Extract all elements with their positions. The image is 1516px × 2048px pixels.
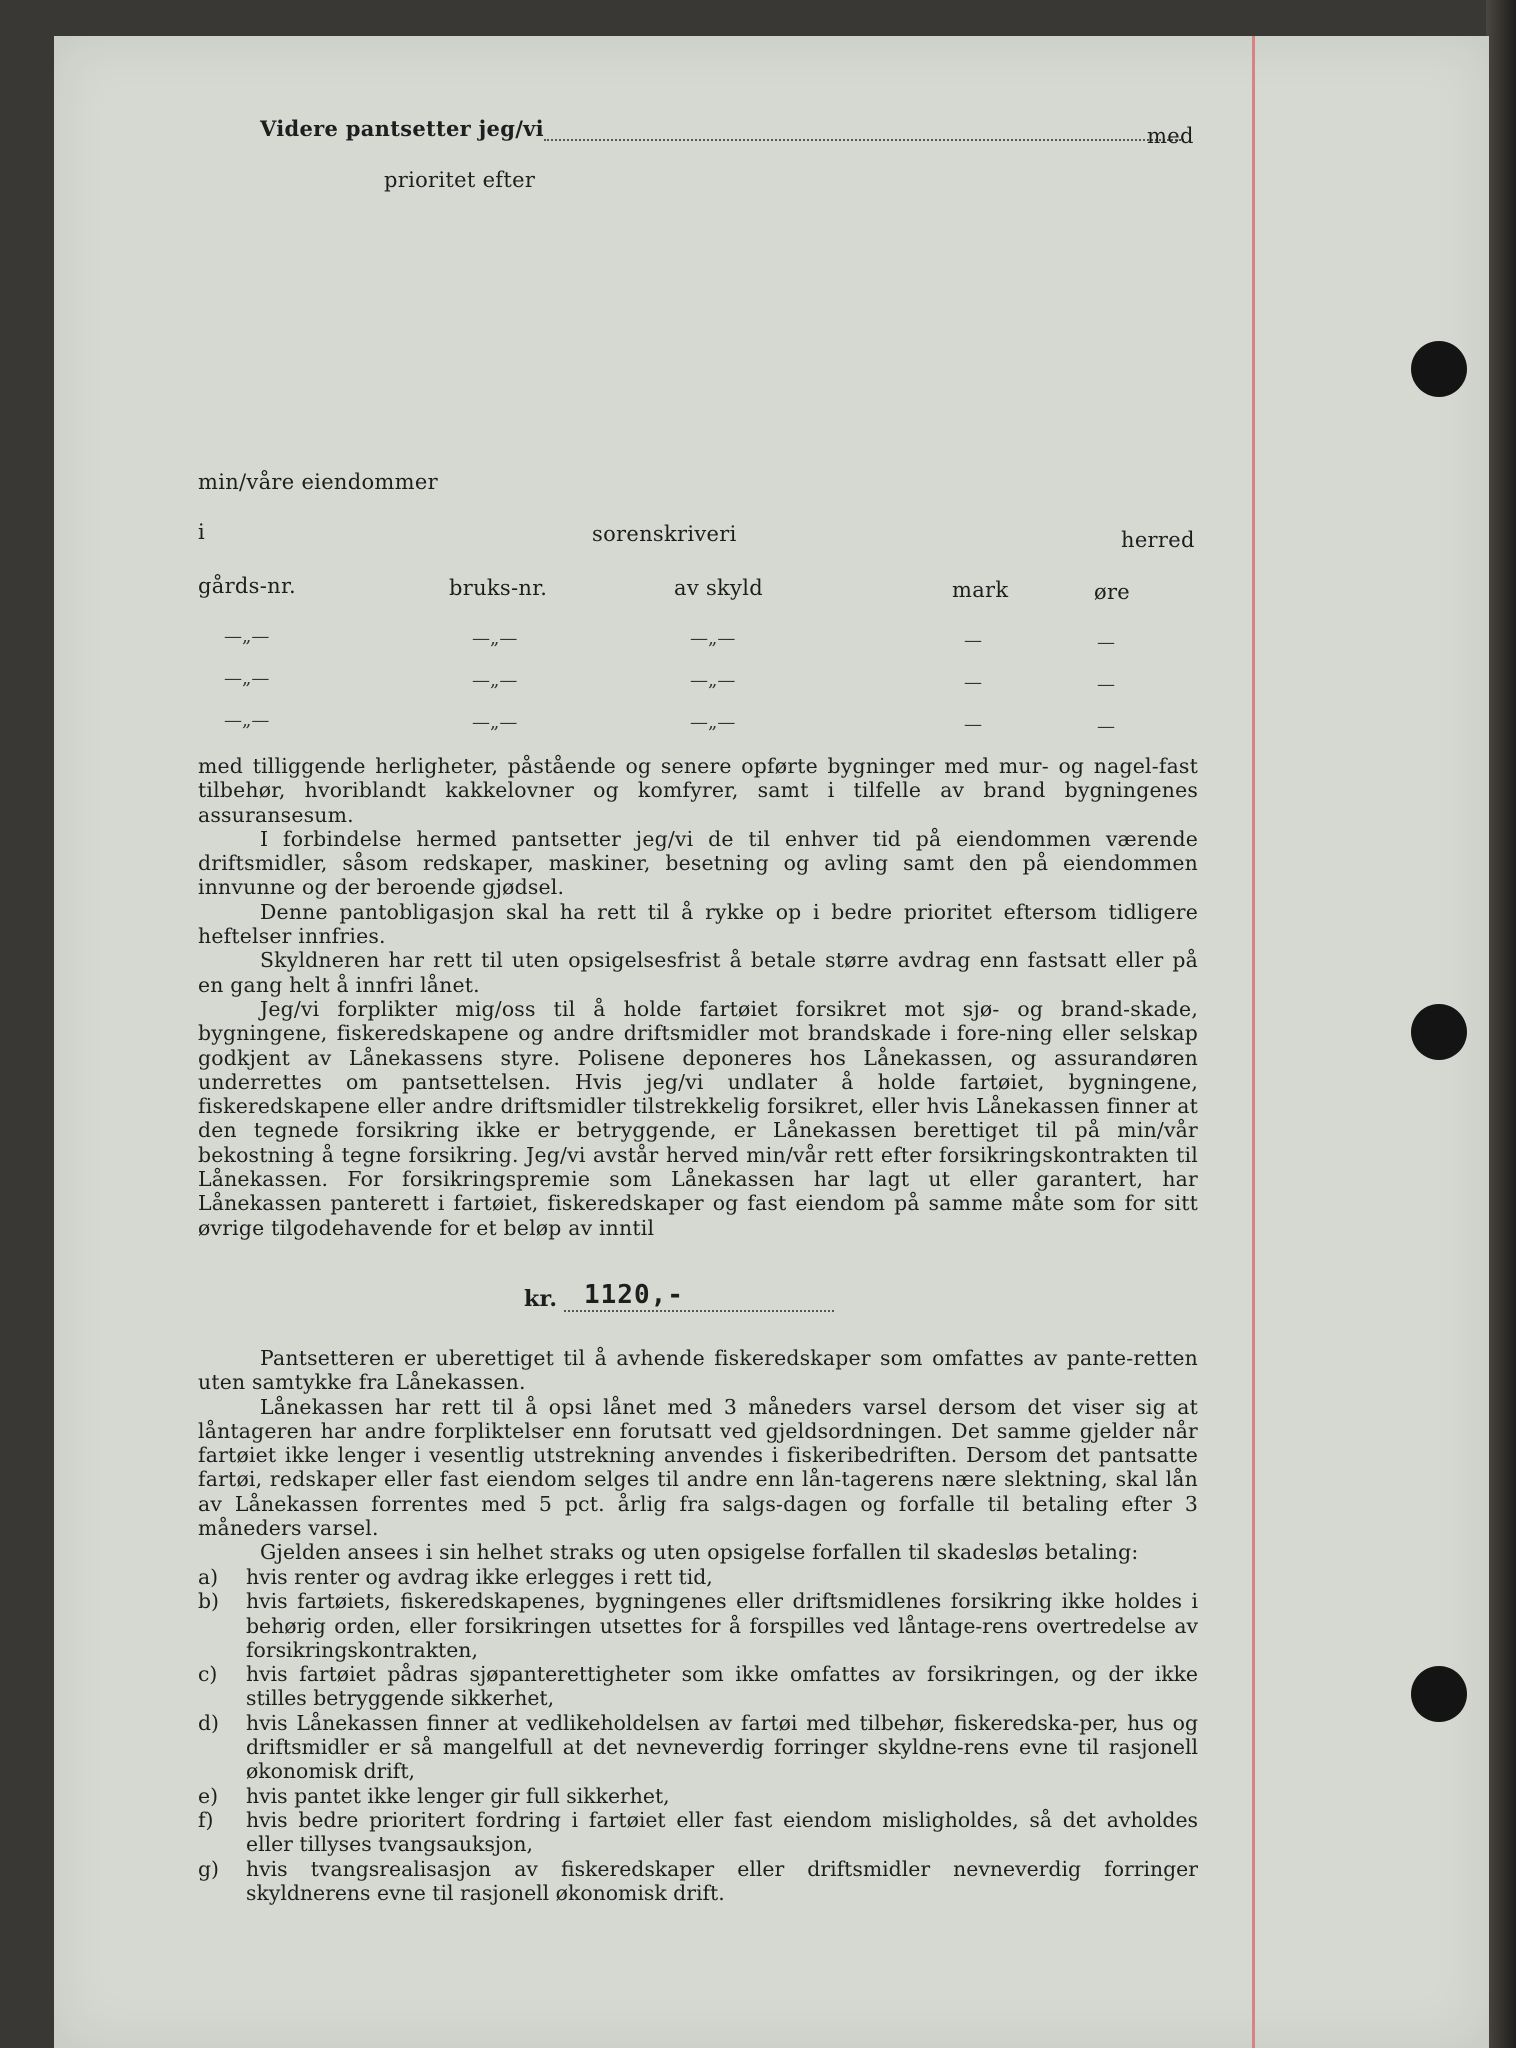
list-text: hvis Lånekassen finner at vedlikeholdelsen av fartøi med tilbehør, fiskeredska-per, hus og driftsmidler er så mangelfull at det nevneverdig forringer skyldne-rens evne til rasjonell økonomisk drift, <box>246 1710 1198 1784</box>
paragraph: Skyldneren har rett til uten opsigelsesfrist å betale større avdrag enn fastsatt eller på en gang helt å innfri lånet. <box>198 948 1198 997</box>
ditto-mark: —„— <box>472 712 518 733</box>
list-text: hvis fartøiets, fiskeredskapenes, bygningenes eller driftsmidlenes forsikring ikke holdes i behørig orden, eller forsikringen utsettes for å forspilles ved låntage-rens overtredelse av forsikringskontrakten, <box>246 1589 1198 1662</box>
paragraph: Jeg/vi forplikter mig/oss til å holde fartøiet forsikret mot sjø- og brand-skade, bygningene, fiskeredskapene og andre driftsmidler mot brandskade i fore-ning eller selskap godkjent av Lånekassens styre. Polisene deponeres hos Lånekassen, og assurandøren underrettes om pantsettelsen. Hvis jeg/vi undlater å holde fartøiet, bygningene, fiskeredskapene eller andre driftsmidler tilstrekkelig forsikret, eller hvis Lånekassen finner at den tegnede forsikring ikke er betryggende, er Lånekassen berettiget til på min/vår bekostning å tegne forsikring. Jeg/vi avstår herved min/vår rett efter forsikringskontrakten til Lånekassen. For forsikringspremie som Lånekassen har lagt ut eller garantert, har Lånekassen panterett i fartøiet, fiskeredskaper og fast eiendom på samme måte som for sitt øvrige tilgodehavende for et beløp av inntil <box>198 996 1198 1240</box>
col-gards-nr: gårds-nr. <box>198 574 296 598</box>
pantsetter-fill-line <box>544 139 1184 141</box>
ditto-mark: —„— <box>690 712 736 733</box>
list-label: g) <box>198 1856 220 1881</box>
prioritet-label: prioritet efter <box>384 168 536 192</box>
amount-value: 1120,- <box>584 1280 684 1310</box>
list-label: b) <box>198 1589 220 1614</box>
terms-text <box>198 1346 1198 1565</box>
paragraph: Lånekassen har rett til å opsi lånet med 3 måneders varsel dersom det viser sig at låntageren har andre forpliktelser enn forutsatt ved gjeldsordningen. Det samme gjelder når fartøiet ikke lenger i vesentlig utstrekning anvendes i fiskeribedriften. Dersom det pantsatte fartøi, redskaper eller fast eiendom selges til andre enn lån-tagerens nære slektning, skal lån av Lånekassen forrentes med 5 pct. årlig fra salgs-dagen og forfalle til betaling efter 3 måneders varsel. <box>198 1394 1198 1541</box>
list-label: a) <box>198 1565 219 1589</box>
punch-hole <box>1411 1666 1467 1722</box>
ditto-mark: — <box>1097 674 1115 695</box>
list-label: f) <box>198 1807 214 1832</box>
ditto-mark: —„— <box>472 670 518 691</box>
list-text: hvis bedre prioritert fordring i fartøiet eller fast eiendom misligholdes, så det avholdes eller tillyses tvangsauksjon, <box>246 1807 1198 1857</box>
list-item <box>198 1857 1198 1906</box>
list-item <box>198 1589 1198 1662</box>
amount-prefix: kr. <box>524 1286 558 1312</box>
ditto-mark: — <box>964 630 982 651</box>
col-mark: mark <box>952 578 1009 602</box>
i-label: i <box>198 520 206 544</box>
pantsetter-label: Videre pantsetter jeg/vi <box>260 116 544 141</box>
ditto-mark: —„— <box>224 710 270 731</box>
paragraph: med tilliggende herligheter, påstående og senere opførte bygninger med mur- og nagel-fast tilbehør, hvoriblandt kakkelovner og komfyrer, samt i tilfelle av brand bygningenes assuransesum. <box>198 754 1198 827</box>
col-ore: øre <box>1094 580 1131 604</box>
paragraph: Pantsetteren er uberettiget til å avhende fiskeredskaper som omfattes av pante-retten uten samtykke fra Lånekassen. <box>198 1346 1198 1395</box>
paragraph: Denne pantobligasjon skal ha rett til å rykke op i bedre prioritet eftersom tidligere heftelser innfries. <box>198 899 1198 949</box>
ditto-mark: —„— <box>224 668 270 689</box>
ditto-mark: — <box>964 714 982 735</box>
ditto-mark: —„— <box>224 626 270 647</box>
document-page <box>54 36 1489 2048</box>
sorenskriveri-label: sorenskriveri <box>592 522 737 546</box>
ditto-mark: —„— <box>690 628 736 649</box>
col-bruks-nr: bruks-nr. <box>449 576 548 600</box>
list-text: hvis pantet ikke lenger gir full sikkerhet, <box>246 1783 670 1808</box>
punch-hole <box>1411 341 1467 397</box>
punch-hole <box>1411 1004 1467 1060</box>
paragraph: I forbindelse hermed pantsetter jeg/vi de til enhver tid på eiendommen værende driftsmidler, såsom redskaper, maskiner, besetning og avling samt den på eiendommen innvunne og der beroende gjødsel. <box>198 826 1198 900</box>
list-item <box>198 1662 1198 1711</box>
amount-fill-line <box>564 1310 834 1312</box>
list-label: e) <box>198 1783 219 1808</box>
paragraph: Gjelden ansees i sin helhet straks og uten opsigelse forfallen til skadesløs betaling: <box>260 1540 1139 1565</box>
list-text: hvis fartøiet pådras sjøpanterettigheter som ikke omfattes av forsikringen, og der ikke stilles betryggende sikkerhet, <box>246 1662 1198 1711</box>
list-item <box>198 1784 1198 1808</box>
list-item <box>198 1565 1198 1589</box>
list-label: d) <box>198 1710 220 1735</box>
list-item <box>198 1711 1198 1784</box>
binder-edge <box>1486 0 1516 2048</box>
ditto-mark: — <box>1097 716 1115 737</box>
ditto-mark: —„— <box>690 670 736 691</box>
med-label: med <box>1147 124 1194 148</box>
ditto-mark: —„— <box>472 628 518 649</box>
body-text <box>198 754 1198 1240</box>
red-margin-line <box>1252 36 1255 2048</box>
ditto-mark: — <box>1097 632 1115 653</box>
conditions-list <box>198 1565 1198 1905</box>
eiendommer-label: min/våre eiendommer <box>198 470 438 494</box>
list-item <box>198 1808 1198 1857</box>
list-label: c) <box>198 1662 218 1687</box>
list-text: hvis tvangsrealisasjon av fiskeredskaper eller driftsmidler nevneverdig forringer skyldnerens evne til rasjonell økonomisk drift. <box>246 1856 1198 1905</box>
list-text: hvis renter og avdrag ikke erlegges i rett tid, <box>246 1565 713 1589</box>
col-av-skyld: av skyld <box>674 576 763 600</box>
ditto-mark: — <box>964 672 982 693</box>
herred-label: herred <box>1121 528 1195 552</box>
